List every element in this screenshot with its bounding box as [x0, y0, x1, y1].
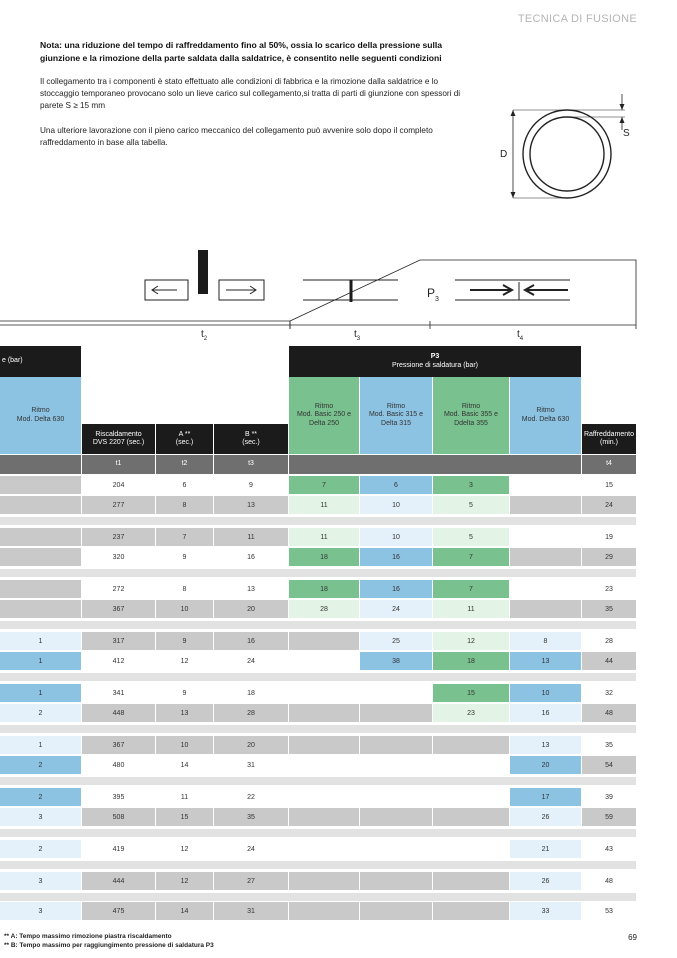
table-cell-t1: 367 — [82, 736, 155, 754]
table-cell-m630 — [510, 548, 581, 566]
pipe-section-diagram — [495, 88, 645, 206]
d-label: D — [500, 149, 508, 160]
table-cell-t1: 272 — [82, 580, 155, 598]
table-cell-t4: 43 — [582, 840, 636, 858]
t3-label: $t_3$ — [354, 329, 361, 342]
table-cell-left: 1 — [0, 632, 81, 650]
table-cell-b: 13 — [214, 496, 288, 514]
table-cell-left: 3 — [0, 808, 81, 826]
group-separator — [0, 569, 636, 577]
table-cell-m630: 33 — [510, 902, 581, 920]
table-cell-a: 8 — [156, 496, 213, 514]
table-cell-m250: 7 — [289, 476, 359, 494]
table-cell-left: 3 — [0, 872, 81, 890]
table-cell-b: 20 — [214, 736, 288, 754]
table-cell-b: 9 — [214, 476, 288, 494]
table-cell-m355 — [433, 756, 509, 774]
svg-text:P3: $P_3$ — [427, 286, 439, 303]
table-cell-t4: 39 — [582, 788, 636, 806]
table-cell-t4: 15 — [582, 476, 636, 494]
table-cell-t1: 480 — [82, 756, 155, 774]
table-cell-a: 9 — [156, 548, 213, 566]
table-cell-a: 9 — [156, 632, 213, 650]
table-cell-left: 2 — [0, 704, 81, 722]
table-cell-left — [0, 580, 81, 598]
pipe-inner-circle — [530, 117, 604, 191]
table-cell-m250 — [289, 632, 359, 650]
table-cell-m355: 5 — [433, 496, 509, 514]
table-cell-m630 — [510, 600, 581, 618]
table-cell-t4: 24 — [582, 496, 636, 514]
table-cell-m250 — [289, 808, 359, 826]
table-cell-m315 — [360, 704, 432, 722]
table-cell-m355: 11 — [433, 600, 509, 618]
table-cell-m315 — [360, 872, 432, 890]
table-cell-t4: 44 — [582, 652, 636, 670]
table-cell-m355 — [433, 902, 509, 920]
table-cell-t4: 29 — [582, 548, 636, 566]
table-cell-a: 12 — [156, 872, 213, 890]
table-cell-m355 — [433, 788, 509, 806]
table-cell-m250 — [289, 704, 359, 722]
group-separator — [0, 621, 636, 629]
table-cell-m315 — [360, 684, 432, 702]
table-cell-m250: 28 — [289, 600, 359, 618]
table-cell-a: 11 — [156, 788, 213, 806]
col-header-heating: Riscaldamento DVS 2207 (sec.) — [82, 424, 155, 454]
t4-label: $t_4$ — [517, 329, 524, 342]
col-header-m630: Ritmo Mod. Delta 630 — [510, 377, 581, 454]
table-cell-m315: 10 — [360, 528, 432, 546]
table-cell-t1: 277 — [82, 496, 155, 514]
table-cell-left: 3 — [0, 902, 81, 920]
table-cell-m355 — [433, 736, 509, 754]
subheader-pressure-blank — [289, 455, 581, 474]
table-cell-m630 — [510, 528, 581, 546]
table-cell-a: 14 — [156, 902, 213, 920]
table-cell-m355: 23 — [433, 704, 509, 722]
table-cell-m355: 18 — [433, 652, 509, 670]
table-cell-b: 35 — [214, 808, 288, 826]
welding-phase-timeline — [0, 245, 677, 345]
table-cell-m355 — [433, 840, 509, 858]
table-cell-m630: 8 — [510, 632, 581, 650]
group-separator — [0, 893, 636, 901]
table-cell-m315: 25 — [360, 632, 432, 650]
table-cell-m315: 6 — [360, 476, 432, 494]
col-header-m315: Ritmo Mod. Basic 315 e Delta 315 — [360, 377, 432, 454]
table-cell-t4: 19 — [582, 528, 636, 546]
table-cell-m315 — [360, 788, 432, 806]
table-cell-a: 12 — [156, 840, 213, 858]
table-cell-a: 9 — [156, 684, 213, 702]
table-cell-m250: 11 — [289, 496, 359, 514]
pipe-outer-circle — [523, 110, 611, 198]
table-cell-m315: 16 — [360, 580, 432, 598]
table-cell-b: 22 — [214, 788, 288, 806]
table-cell-m315 — [360, 808, 432, 826]
table-cell-t4: 35 — [582, 600, 636, 618]
table-cell-m250 — [289, 684, 359, 702]
p3-title: P3 — [430, 353, 440, 360]
intro-paragraph-2: Una ulteriore lavorazione con il pieno carico meccanico del collegamento può avvenire solo dopo il completo raffreddamento in base alla tabella. — [40, 126, 433, 147]
table-cell-m315: 16 — [360, 548, 432, 566]
table-cell-m630: 26 — [510, 872, 581, 890]
p3-header — [289, 346, 581, 377]
table-cell-t1: 448 — [82, 704, 155, 722]
table-cell-m315: 38 — [360, 652, 432, 670]
page-number: 69 — [628, 933, 637, 942]
table-cell-m315 — [360, 902, 432, 920]
subheader-t2: t2 — [156, 455, 213, 474]
table-cell-m630: 10 — [510, 684, 581, 702]
table-cell-m630: 17 — [510, 788, 581, 806]
table-cell-left: 2 — [0, 756, 81, 774]
table-cell-b: 16 — [214, 632, 288, 650]
table-cell-m355: 12 — [433, 632, 509, 650]
table-cell-m355 — [433, 872, 509, 890]
table-cell-t1: 419 — [82, 840, 155, 858]
table-cell-left: 1 — [0, 736, 81, 754]
table-cell-left: 1 — [0, 652, 81, 670]
table-cell-m630: 20 — [510, 756, 581, 774]
table-cell-t4: 48 — [582, 704, 636, 722]
intro-paragraph-1: Il collegamento tra i componenti è stato effettuato alle condizioni di fabbrica e la rimozione dalla saldatrice e lo stoccaggio temporaneo provocano solo un lieve carico sul collegamento,si tratta di parti di giunzione con spessori di parete S ≥ 15 mm — [40, 77, 461, 110]
table-cell-t1: 412 — [82, 652, 155, 670]
table-cell-a: 13 — [156, 704, 213, 722]
heating-plate-icon — [198, 250, 208, 294]
table-cell-m250 — [289, 756, 359, 774]
table-cell-m250: 11 — [289, 528, 359, 546]
s-label: S — [623, 128, 630, 139]
table-cell-left: 2 — [0, 788, 81, 806]
table-cell-m630 — [510, 476, 581, 494]
table-cell-t4: 32 — [582, 684, 636, 702]
col-header-m355: Ritmo Mod. Basic 355 e Ddelta 355 — [433, 377, 509, 454]
table-cell-t1: 444 — [82, 872, 155, 890]
p3-subtitle: Pressione di saldatura (bar) — [392, 361, 478, 369]
table-cell-t4: 54 — [582, 756, 636, 774]
table-cell-m250 — [289, 840, 359, 858]
table-cell-a: 12 — [156, 652, 213, 670]
group-separator — [0, 673, 636, 681]
table-cell-t1: 237 — [82, 528, 155, 546]
table-cell-left — [0, 528, 81, 546]
t2-label: $t_2$ — [201, 329, 208, 342]
group-separator — [0, 861, 636, 869]
table-cell-m250: 18 — [289, 580, 359, 598]
table-cell-b: 28 — [214, 704, 288, 722]
table-cell-b: 24 — [214, 652, 288, 670]
group-separator — [0, 829, 636, 837]
table-cell-m630: 13 — [510, 736, 581, 754]
table-cell-m250 — [289, 902, 359, 920]
table-cell-b: 31 — [214, 902, 288, 920]
table-cell-m250 — [289, 736, 359, 754]
table-cell-a: 15 — [156, 808, 213, 826]
table-cell-t4: 35 — [582, 736, 636, 754]
table-cell-t1: 508 — [82, 808, 155, 826]
table-cell-b: 13 — [214, 580, 288, 598]
table-cell-a: 14 — [156, 756, 213, 774]
subheader-t3: t3 — [214, 455, 288, 474]
table-cell-t1: 317 — [82, 632, 155, 650]
table-cell-left — [0, 600, 81, 618]
table-cell-a: 6 — [156, 476, 213, 494]
table-cell-b: 24 — [214, 840, 288, 858]
table-cell-left: 2 — [0, 840, 81, 858]
table-cell-t1: 320 — [82, 548, 155, 566]
footnote-b: ** B: Tempo massimo per raggiungimento pressione di saldatura P3 — [4, 942, 214, 949]
footnote-a: ** A: Tempo massimo rimozione piastra riscaldamento — [4, 933, 172, 940]
table-cell-left — [0, 548, 81, 566]
table-cell-m630: 21 — [510, 840, 581, 858]
table-cell-t1: 204 — [82, 476, 155, 494]
table-cell-m630: 26 — [510, 808, 581, 826]
table-cell-b: 18 — [214, 684, 288, 702]
table-cell-a: 10 — [156, 736, 213, 754]
table-cell-m355: 7 — [433, 580, 509, 598]
table-cell-m315 — [360, 840, 432, 858]
table-cell-a: 10 — [156, 600, 213, 618]
table-cell-left — [0, 496, 81, 514]
table-cell-t1: 367 — [82, 600, 155, 618]
table-cell-b: 11 — [214, 528, 288, 546]
table-cell-m315 — [360, 736, 432, 754]
table-cell-b: 31 — [214, 756, 288, 774]
table-cell-a: 8 — [156, 580, 213, 598]
table-cell-t4: 28 — [582, 632, 636, 650]
col-header-ritmo-630-left: Ritmo Mod. Delta 630 — [0, 377, 81, 454]
table-cell-m355: 15 — [433, 684, 509, 702]
table-cell-m355 — [433, 808, 509, 826]
table-cell-t1: 395 — [82, 788, 155, 806]
left-pressure-header: e (bar) — [0, 346, 81, 377]
col-header-b: B ** (sec.) — [214, 424, 288, 454]
table-cell-m315: 24 — [360, 600, 432, 618]
note-text: Nota: una riduzione del tempo di raffreddamento fino al 50%, ossia lo scarico della pressione sulla giunzione e la rimozione della parte saldata dalla saldatrice, è consentito nelle seguenti condizioni — [40, 40, 443, 63]
table-cell-t1: 475 — [82, 902, 155, 920]
col-header-a: A ** (sec.) — [156, 424, 213, 454]
group-separator — [0, 725, 636, 733]
section-title: TECNICA DI FUSIONE — [517, 13, 637, 25]
subheader-blank-left — [0, 455, 81, 474]
table-cell-t1: 341 — [82, 684, 155, 702]
subheader-t4: t4 — [582, 455, 636, 474]
table-cell-m630: 13 — [510, 652, 581, 670]
table-cell-m355: 5 — [433, 528, 509, 546]
table-cell-m630 — [510, 580, 581, 598]
table-cell-m250 — [289, 652, 359, 670]
table-cell-m315: 10 — [360, 496, 432, 514]
table-cell-m355: 7 — [433, 548, 509, 566]
table-cell-t4: 53 — [582, 902, 636, 920]
table-cell-m250 — [289, 872, 359, 890]
table-cell-t4: 59 — [582, 808, 636, 826]
table-cell-b: 27 — [214, 872, 288, 890]
table-cell-left: 1 — [0, 684, 81, 702]
table-cell-m250: 18 — [289, 548, 359, 566]
subheader-t1: t1 — [82, 455, 155, 474]
table-cell-m630: 16 — [510, 704, 581, 722]
table-cell-b: 16 — [214, 548, 288, 566]
table-cell-m250 — [289, 788, 359, 806]
table-cell-b: 20 — [214, 600, 288, 618]
col-header-cooling: Raffreddamento (min.) — [582, 424, 636, 454]
col-header-m250: Ritmo Mod. Basic 250 e Delta 250 — [289, 377, 359, 454]
table-cell-m315 — [360, 756, 432, 774]
table-cell-a: 7 — [156, 528, 213, 546]
table-cell-t4: 23 — [582, 580, 636, 598]
group-separator — [0, 777, 636, 785]
group-separator — [0, 517, 636, 525]
table-cell-m630 — [510, 496, 581, 514]
table-cell-m355: 3 — [433, 476, 509, 494]
table-cell-t4: 48 — [582, 872, 636, 890]
table-cell-left — [0, 476, 81, 494]
